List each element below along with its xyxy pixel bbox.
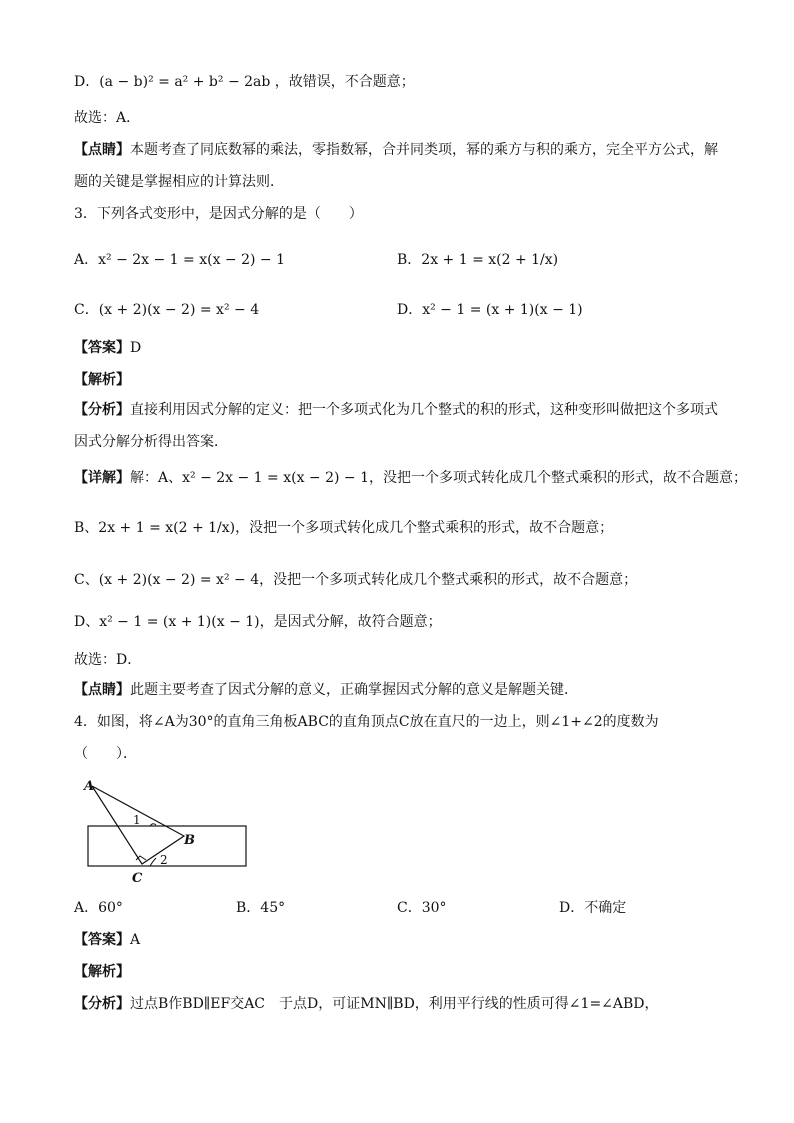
q3-detail-b: B、2x + 1 = x(2 + 1/x)，没把一个多项式转化成几个整式乘积的形式，故不合题意； bbox=[74, 520, 614, 536]
q3-detail-c: C、(x + 2)(x − 2) = x² − 4，没把一个多项式转化成几个整式乘积的形式，故不合题意； bbox=[74, 572, 638, 588]
answer-tag-4: 【答案】 bbox=[74, 932, 130, 948]
label-a: A bbox=[84, 779, 95, 794]
q4-option-a: A．60° bbox=[74, 900, 123, 916]
q3-analysis-tag: 【解析】 bbox=[74, 372, 130, 388]
q4-analysis bbox=[74, 994, 659, 1014]
analysis-tag-4: 【分析】 bbox=[74, 996, 130, 1012]
q4-option-b: B．45° bbox=[236, 900, 286, 916]
note-tag: 【点睛】 bbox=[74, 142, 130, 158]
note-line-2: 题的关键是掌握相应的计算法则． bbox=[74, 174, 284, 190]
q4-analysis-tag: 【解析】 bbox=[74, 964, 130, 980]
q4-option-d: D．不确定 bbox=[559, 900, 627, 916]
answer-value-4: A bbox=[130, 932, 141, 948]
detail-tag: 【详解】 bbox=[74, 470, 130, 486]
note-tag-2: 【点睛】 bbox=[74, 682, 130, 698]
label-c: C bbox=[132, 871, 143, 886]
q3-choice: 故选：D． bbox=[74, 652, 142, 668]
answer-tag: 【答案】 bbox=[74, 340, 130, 356]
q3-answer bbox=[74, 338, 141, 358]
analysis-text-4: 过点B作BD∥EF交AC 于点D，可证MN∥BD，利用平行线的性质可得∠1=∠ABD， bbox=[130, 996, 659, 1012]
option-d-line: D．(a − b)² = a² + b² − 2ab ，故错误，不合题意； bbox=[74, 74, 415, 90]
q3-option-c: C．(x + 2)(x − 2) = x² − 4 bbox=[74, 302, 260, 318]
label-b: B bbox=[184, 833, 195, 848]
analysis-tag: 【分析】 bbox=[74, 402, 130, 418]
note-text: 本题考查了同底数幂的乘法，零指数幂，合并同类项，幂的乘方与积的乘方，完全平方公式，解 bbox=[130, 142, 718, 158]
q3-detail-a bbox=[74, 468, 747, 488]
note-line-1 bbox=[74, 140, 718, 160]
q3-option-b: B．2x + 1 = x(2 + 1/x) bbox=[397, 252, 559, 268]
q3-detail-d: D、x² − 1 = (x + 1)(x − 1)，是因式分解，故符合题意； bbox=[74, 614, 442, 630]
detail-text: 解：A、x² − 2x − 1 = x(x − 2) − 1，没把一个多项式转化成几个整式乘积的形式，故不合题意； bbox=[130, 470, 748, 486]
angle-2-arc bbox=[150, 858, 156, 866]
label-2: 2 bbox=[160, 853, 168, 867]
analysis-text: 直接利用因式分解的定义：把一个多项式化为几个整式的积的形式，这种变形叫做把这个多项式 bbox=[130, 402, 718, 418]
question-4: 4．如图，将∠A为30°的直角三角板ABC的直角顶点C放在直尺的一边上，则∠1+∠2的度数为 bbox=[74, 714, 659, 730]
choice-line: 故选：A． bbox=[74, 110, 141, 126]
q3-note bbox=[74, 680, 578, 700]
label-1: 1 bbox=[133, 813, 141, 827]
answer-value: D bbox=[130, 340, 142, 356]
q3-option-a: A．x² − 2x − 1 = x(x − 2) − 1 bbox=[74, 252, 286, 268]
note-text-2: 此题主要考查了因式分解的意义，正确掌握因式分解的意义是解题关键． bbox=[130, 682, 578, 698]
q4-answer bbox=[74, 930, 140, 950]
triangle-ruler-figure bbox=[80, 776, 260, 888]
q3-analysis-1 bbox=[74, 400, 718, 420]
question-4-blank: （ ）． bbox=[74, 746, 137, 762]
q3-option-d: D．x² − 1 = (x + 1)(x − 1) bbox=[397, 302, 583, 318]
q3-analysis-2: 因式分解分析得出答案． bbox=[74, 434, 228, 450]
question-3: 3．下列各式变形中，是因式分解的是（ ） bbox=[74, 206, 363, 222]
q4-option-c: C．30° bbox=[397, 900, 447, 916]
